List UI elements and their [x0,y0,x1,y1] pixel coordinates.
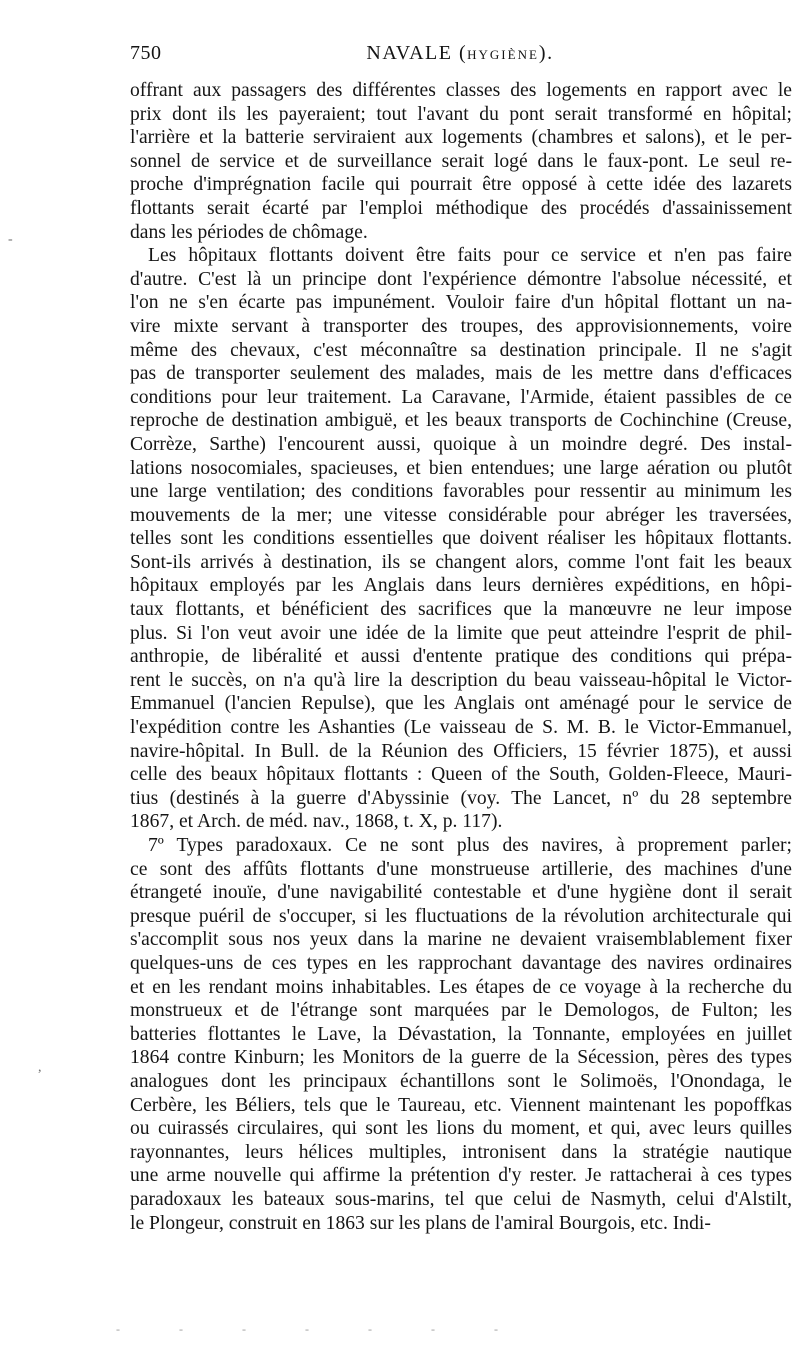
text-line: Les hôpitaux flottants doivent être faits pour ce service et n'en pas faire [148,245,792,267]
running-title [130,42,790,65]
text-line: sonnel de service et de surveillance serait logé dans le faux-pont. Le seul re- [130,150,792,172]
text-line: analogues dont les principaux échantillons sont le Solimoës, l'Onondaga, le [130,1070,792,1092]
text-line: anthropie, de libéralité et aussi d'entente pratique des conditions qui prépa- [130,646,792,668]
text-line: reproche de destination ambiguë, et les beaux transports de Cochinchine (Creuse, [130,410,792,432]
text-line: navire-hôpital. In Bull. de la Réunion des Officiers, 15 février 1875), et aussi [130,740,792,762]
text-line: conditions pour leur traitement. La Caravane, l'Armide, étaient passibles de ce [130,386,792,408]
text-line: plus. Si l'on veut avoir une idée de la limite que peut atteindre l'esprit de phil- [130,622,792,644]
text-line: presque puéril de s'occuper, si les fluctuations de la révolution architecturale qui [130,905,792,927]
text-line: l'expédition contre les Ashanties (Le vaisseau de S. M. B. le Victor-Emmanuel, [130,717,792,739]
text-line: monstrueux et de l'étrange sont marquées par le Demologos, de Fulton; les [130,1000,792,1022]
running-title-main: NAVALE ( [366,42,468,64]
page-number: 750 [130,42,162,64]
text-line: étrangeté inouïe, d'une navigabilité contestable et d'une hygiène dont il serait [130,882,792,904]
page-header [130,42,790,68]
text-line: 1864 contre Kinburn; les Monitors de la guerre de la Sécession, pères des types [130,1047,792,1069]
text-line: Sont-ils arrivés à destination, ils se changent alors, comme l'ont fait les beaux [130,551,792,573]
body-text [118,79,792,1235]
running-title-smallcaps: HYGIÈNE [467,47,539,62]
text-line: rent le succès, on n'a qu'à lire la description du beau vaisseau-hôpital le Victor- [130,669,792,691]
text-line: le Plongeur, construit en 1863 sur les plans de l'amiral Bourgois, etc. Indi- [130,1212,711,1234]
text-line: vire mixte servant à transporter des troupes, des approvisionnements, voire [130,315,792,337]
text-line: hôpitaux employés par les Anglais dans leurs dernières expéditions, en hôpi- [130,575,792,597]
text-line: pas de transporter seulement des malades, mais de les mettre dans d'efficaces [130,363,792,385]
text-line: 1867, et Arch. de méd. nav., 1868, t. X, p. 117). [130,811,503,833]
text-line: prix dont ils les payeraient; tout l'avant du pont serait transformé en hôpital; [130,103,792,125]
text-line: proche d'imprégnation facile qui pourrait être opposé à cette idée des lazarets [130,174,792,196]
text-line: même des chevaux, c'est méconnaître sa destination principale. Il ne s'agit [130,339,792,361]
text-line: flottants serait écarté par l'emploi méthodique des procédés d'assainissement [130,197,792,219]
footer-scan-marks: - - - - - - - [116,1322,526,1336]
text-line: Emmanuel (l'ancien Repulse), que les Anglais ont aménagé pour le service de [130,693,792,715]
margin-mark: - [8,232,13,247]
text-line: une arme nouvelle qui affirme la prétention d'y rester. Je rattacherai à ces types [130,1165,792,1187]
text-line: mouvements de la mer; une vitesse considérable pour abréger les traversées, [130,504,792,526]
margin-mark: , [38,1060,42,1075]
text-line: tius (destinés à la guerre d'Abyssinie (voy. The Lancet, nº du 28 septembre [130,787,792,809]
text-line: d'autre. C'est là un principe dont l'expérience démontre l'absolue nécessité, et [130,268,792,290]
text-line: Cerbère, les Béliers, tels que le Taureau, etc. Viennent maintenant les popoffkas [130,1094,792,1116]
text-line: ou cuirassés circulaires, qui sont les lions du moment, et qui, avec leurs quilles [130,1118,792,1140]
text-line: celle des beaux hôpitaux flottants : Queen of the South, Golden-Fleece, Mauri- [130,764,792,786]
text-line: lations nosocomiales, spacieuses, et bien entendues; une large aération ou plutôt [130,457,792,479]
text-line: taux flottants, et bénéficient des sacrifices que la manœuvre ne leur impose [130,599,792,621]
text-line: offrant aux passagers des différentes classes des logements en rapport avec le [130,80,792,101]
text-line: l'arrière et la batterie serviraient aux logements (chambres et salons), et le per- [130,127,792,149]
text-line: batteries flottantes le Lave, la Dévastation, la Tonnante, employées en juillet [130,1023,792,1045]
text-line: Corrèze, Sarthe) l'encourent aussi, quoique à un moindre degré. Des instal- [130,433,792,455]
text-line: telles sont les conditions essentielles que doivent réaliser les hôpitaux flottants. [130,528,792,550]
text-line: paradoxaux les bateaux sous-marins, tel que celui de Nasmyth, celui d'Alstilt, [130,1188,792,1210]
text-line: et en les rendant moins inhabitables. Les étapes de ce voyage à la recherche du [130,976,792,998]
text-line: quelques-uns de ces types en les rapprochant davantage des navires ordinaires [130,952,792,974]
text-line: l'on ne s'en écarte pas impunément. Vouloir faire d'un hôpital flottant un na- [130,292,792,314]
text-line: s'accomplit sous nos yeux dans la marine ne devaient vraisemblablement fixer [130,929,792,951]
text-line: une large ventilation; des conditions favorables pour ressentir au minimum les [130,481,792,503]
text-line: rayonnantes, leurs hélices multiples, intronisent dans la stratégie nautique [130,1141,792,1163]
text-line: ce sont des affûts flottants d'une monstrueuse artillerie, des machines d'une [130,858,792,880]
text-line: dans les périodes de chômage. [130,221,368,243]
running-title-end: ). [538,42,554,64]
text-line: 7º Types paradoxaux. Ce ne sont plus des navires, à proprement parler; [148,835,792,856]
